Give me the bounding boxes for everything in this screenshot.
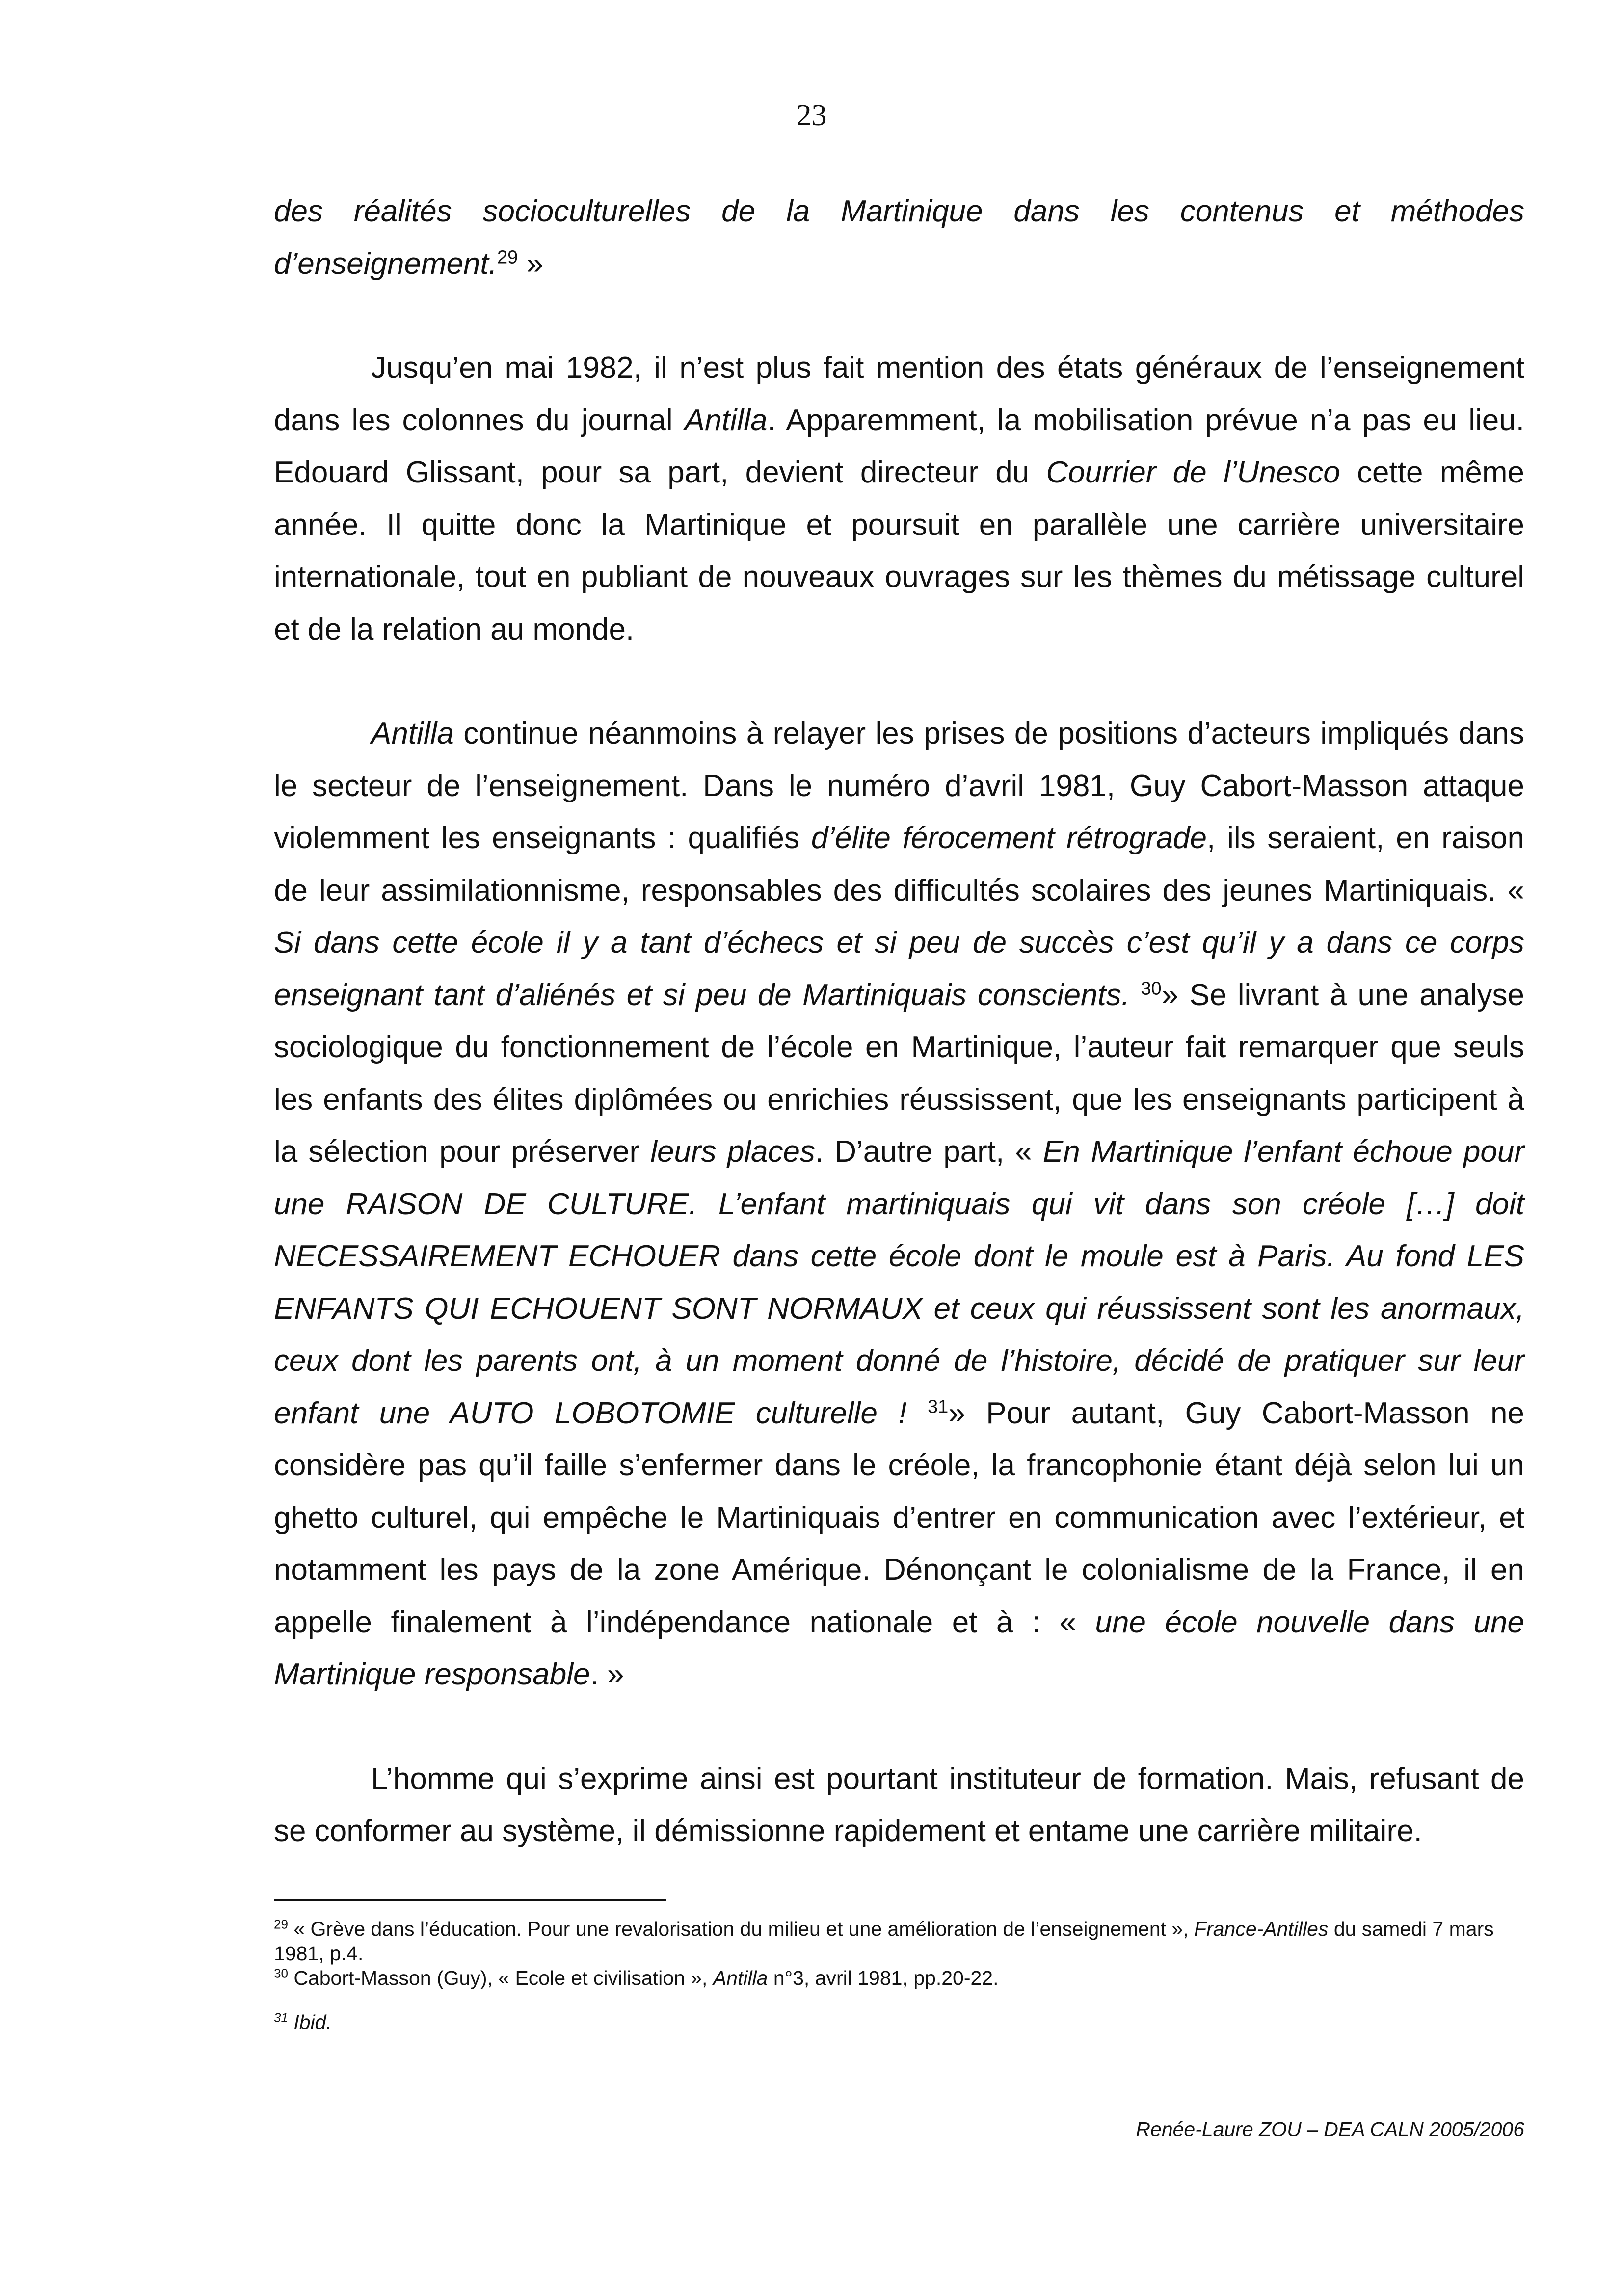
text-span: » — [518, 246, 543, 281]
footnote — [274, 1917, 1524, 1966]
text-span: Cabort-Masson (Guy), « Ecole et civilisation », — [288, 1967, 713, 1989]
footnote-reference: 29 — [274, 1917, 288, 1932]
text-span — [1130, 978, 1141, 1012]
italic-span: Antilla — [713, 1967, 768, 1989]
italic-span: leurs places — [650, 1135, 815, 1169]
italic-span: Courrier de l’Unesco — [1046, 455, 1340, 489]
text-span: continue néanmoins à relayer les prises de positions d’acteurs impliqués dans le secteur de l’enseignement. Dans le numéro d’avril 1981, Guy Cabort-Masson attaque violemment les enseignants : qualifiés — [274, 717, 1524, 855]
text-span: Jusqu’en mai 1982, il n’est plus fait mention des états généraux de l’enseignement dans les colonnes du journal — [274, 351, 1524, 437]
footnote-reference: 31 — [274, 2010, 288, 2025]
text-span — [907, 1396, 928, 1430]
italic-span: Si dans cette école il y a tant d’échecs et si peu de succès c’est qu’il y a dans ce corps enseignant tant d’aliénés et si peu de Martiniquais conscients. — [274, 926, 1524, 1012]
text-span: « Grève dans l’éducation. Pour une revalorisation du milieu et une amélioration de l’enseignement », — [288, 1918, 1195, 1940]
italic-span: Ibid. — [288, 2011, 332, 2033]
paragraph — [274, 186, 1524, 290]
footnote-reference: 30 — [274, 1966, 288, 1981]
footnote-reference: 29 — [497, 246, 518, 267]
page-footer: Renée-Laure ZOU – DEA CALN 2005/2006 — [1136, 2118, 1524, 2140]
text-span: . Apparemment, la mobilisation prévue n’a pas eu lieu. Edouard Glissant, pour sa part, devient directeur du — [274, 403, 1524, 489]
text-span: » Pour autant, Guy Cabort-Masson ne considère pas qu’il faille s’enfermer dans le créole, la francophonie étant déjà selon lui un ghetto culturel, qui empêche le Martiniquais d’entrer en communication avec l’extérieur, et notamment les pays de la zone Amérique. Dénonçant le colonialisme de la France, il en appelle finalement à l’indépendance nationale et à : « — [274, 1396, 1524, 1639]
italic-span: une école nouvelle dans une Martinique responsable — [274, 1605, 1524, 1691]
italic-span: d’élite férocement rétrograde — [811, 821, 1207, 855]
footnote — [274, 2010, 1524, 2034]
italic-span: des réalités socioculturelles de la Martinique dans les contenus et méthodes d’enseignement. — [274, 194, 1524, 281]
footnote-separator — [274, 1899, 666, 1901]
paragraph — [274, 342, 1524, 656]
text-span: , ils seraient, en raison de leur assimilationnisme, responsables des difficultés scolaires des jeunes Martiniquais. « — [274, 821, 1524, 908]
text-span: du samedi 7 mars 1981, p.4. — [274, 1918, 1494, 1965]
italic-span: En Martinique l’enfant échoue pour une RAISON DE CULTURE. L’enfant martiniquais qui vit dans son créole […] doit NECESSAIREMENT ECHOUER dans cette école dont le moule est à Paris. Au fond LES ENFANTS QUI ECHOUENT SONT NORMAUX et ceux qui réussissent sont les anormaux, ceux dont les parents ont, à un moment donné de l’histoire, décidé de pratiquer sur leur enfant une AUTO LOBOTOMIE culturelle ! — [274, 1135, 1524, 1430]
text-span: L’homme qui s’exprime ainsi est pourtant instituteur de formation. Mais, refusant de se conformer au système, il démissionne rapidement et entame une carrière militaire. — [274, 1762, 1524, 1848]
text-span: n°3, avril 1981, pp.20-22. — [768, 1967, 999, 1989]
text-span: » Se livrant à une analyse sociologique du fonctionnement de l’école en Martinique, l’auteur fait remarquer que seuls les enfants des élites diplômées ou enrichies réussissent, que les enseignants participent à la sélection pour préserver — [274, 978, 1524, 1169]
body-text — [274, 186, 1524, 1858]
italic-span: Antilla — [684, 403, 768, 437]
paragraph — [274, 708, 1524, 1701]
text-span: . » — [590, 1657, 624, 1691]
footnote — [274, 1966, 1524, 1990]
text-span: cette même année. Il quitte donc la Martinique et poursuit en parallèle une carrière universitaire internationale, tout en publiant de nouveaux ouvrages sur les thèmes du métissage culturel et de la relation au monde. — [274, 455, 1524, 646]
footnote-reference: 30 — [1141, 978, 1162, 999]
page-number: 23 — [796, 99, 827, 132]
italic-span: France-Antilles — [1194, 1918, 1329, 1940]
footnotes — [274, 1917, 1524, 2034]
footnote-reference: 31 — [928, 1396, 949, 1417]
italic-span: Antilla — [371, 717, 454, 750]
text-span: . D’autre part, « — [815, 1135, 1043, 1169]
paragraph — [274, 1753, 1524, 1858]
